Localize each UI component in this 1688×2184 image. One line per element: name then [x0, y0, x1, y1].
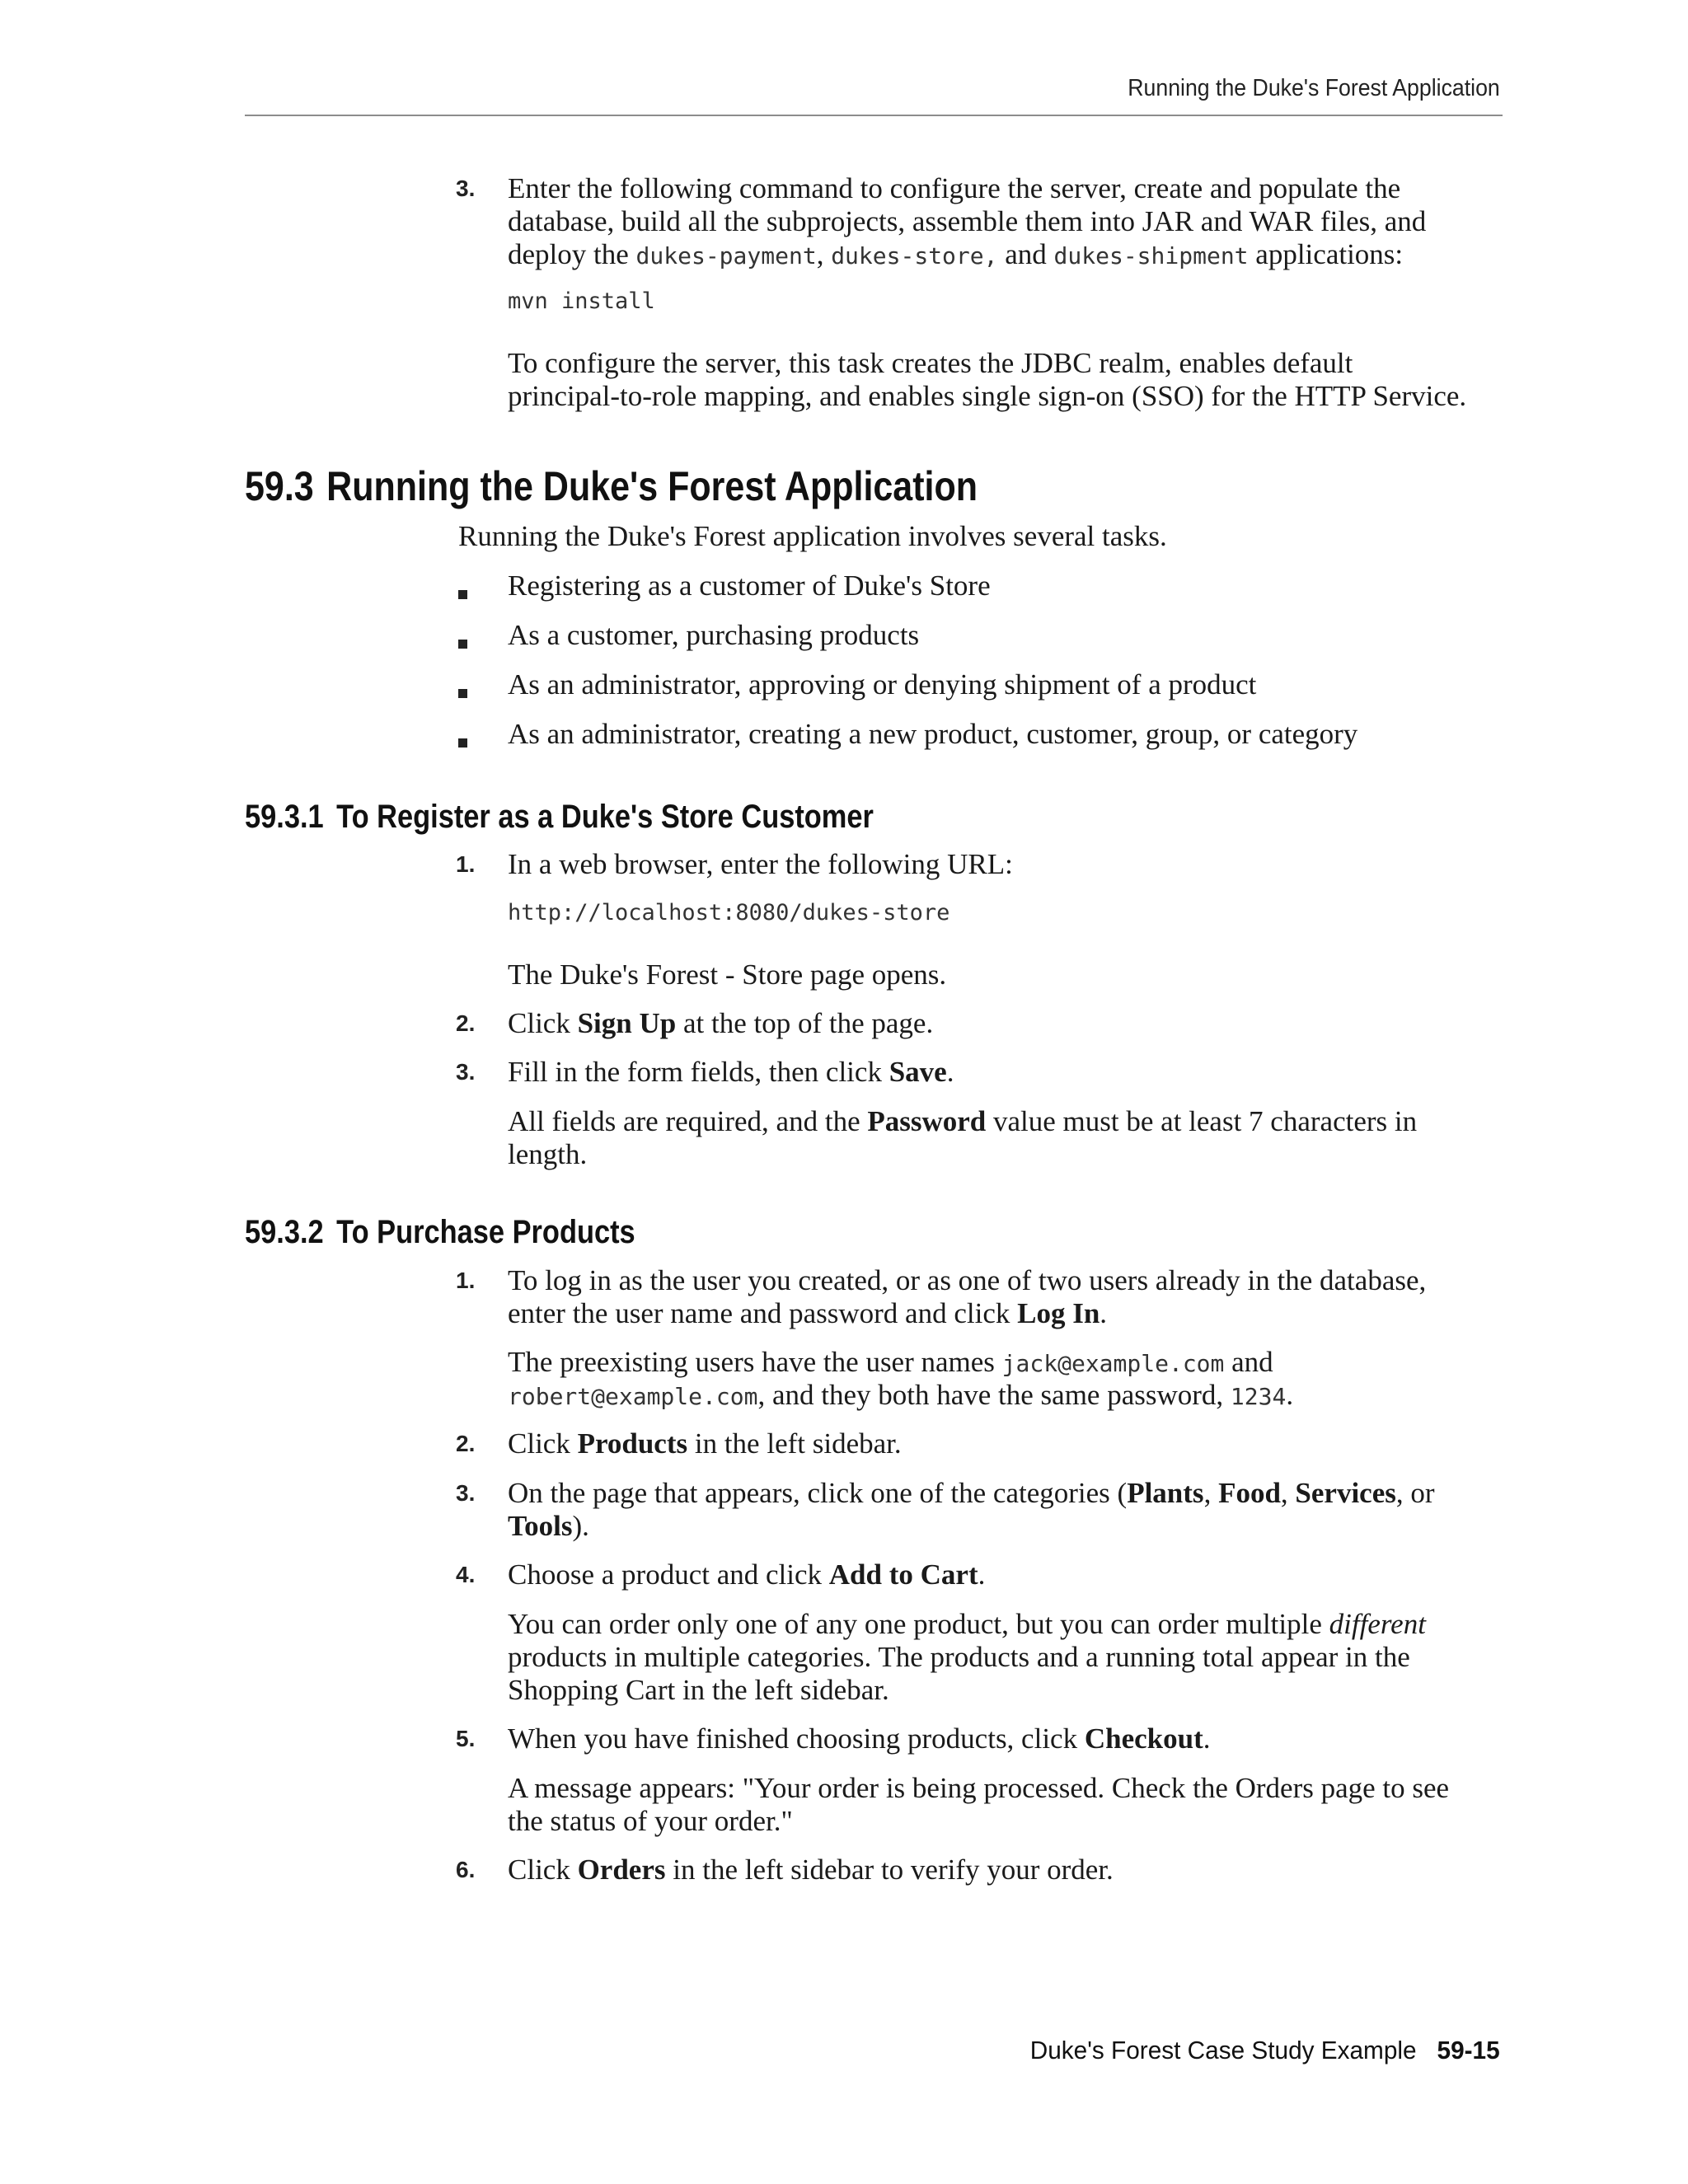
- list-item: As an administrator, approving or denying shipment of a product: [508, 668, 1257, 701]
- text-run: ).: [572, 1510, 589, 1542]
- step-text: To log in as the user you created, or as one of two users already in the database,: [508, 1264, 1427, 1296]
- ui-term: Food: [1218, 1477, 1281, 1509]
- code-block: mvn install: [508, 288, 655, 314]
- step-number: 6.: [456, 1857, 476, 1882]
- text-run: , or: [1395, 1477, 1435, 1509]
- step-note: [508, 1608, 1426, 1641]
- text-run: ,: [1203, 1477, 1219, 1509]
- ui-term: Sign Up: [577, 1007, 677, 1039]
- text-run: The preexisting users have the user names: [508, 1346, 1002, 1378]
- ui-term: Log In: [1017, 1297, 1100, 1329]
- step-text: [508, 1007, 933, 1040]
- ui-term: Tools: [508, 1510, 573, 1542]
- step-note: the status of your order.": [508, 1805, 793, 1837]
- page-footer: [1030, 2036, 1500, 2065]
- text-run: Choose a product and click: [508, 1558, 829, 1591]
- step-number: 1.: [456, 1268, 476, 1293]
- text-run: .: [1286, 1379, 1294, 1411]
- step-number: 4.: [456, 1562, 476, 1587]
- section-number: 59.3.2: [245, 1214, 324, 1250]
- text-run: at the top of the page.: [676, 1007, 934, 1039]
- subsection-heading: [245, 1212, 635, 1253]
- ui-term: Plants: [1127, 1477, 1204, 1509]
- step-text: [508, 1427, 902, 1460]
- text-run: On the page that appears, click one of the categories (: [508, 1477, 1128, 1509]
- list-item: As a customer, purchasing products: [508, 619, 920, 651]
- step-text: [508, 1558, 985, 1591]
- section-title: To Register as a Duke's Store Customer: [336, 799, 874, 835]
- section-title: To Purchase Products: [336, 1214, 635, 1250]
- list-item: As an administrator, creating a new product, customer, group, or category: [508, 718, 1358, 750]
- text-run: .: [1203, 1722, 1211, 1755]
- step-number: 3.: [456, 1480, 476, 1506]
- text-run: and: [1224, 1346, 1273, 1378]
- ui-term: Password: [867, 1105, 987, 1137]
- text-run: in the left sidebar.: [687, 1427, 902, 1460]
- section-intro: Running the Duke's Forest application involves several tasks.: [458, 520, 1167, 552]
- step-number: 2.: [456, 1431, 476, 1456]
- page-number: 59-15: [1437, 2036, 1500, 2064]
- text-run: deploy the: [508, 238, 636, 270]
- step-text: [508, 1056, 954, 1089]
- step-note: [508, 1346, 1273, 1380]
- step-note: principal-to-role mapping, and enables single sign-on (SSO) for the HTTP Service.: [508, 380, 1467, 412]
- inline-code: robert@example.com: [508, 1383, 758, 1410]
- text-run: When you have finished choosing products, click: [508, 1722, 1085, 1755]
- inline-code: dukes-shipment: [1053, 242, 1249, 269]
- ui-term: Save: [889, 1056, 947, 1088]
- subsection-heading: [245, 796, 874, 837]
- text-run: value must be at least 7 characters in: [986, 1105, 1418, 1137]
- text-run: .: [946, 1056, 954, 1088]
- step-text: [508, 1722, 1211, 1755]
- section-title: Running the Duke's Forest Application: [326, 463, 978, 509]
- bullet-marker: [458, 689, 467, 698]
- text-run: .: [978, 1558, 986, 1591]
- ui-term: Services: [1295, 1477, 1396, 1509]
- text-run: Fill in the form fields, then click: [508, 1056, 889, 1088]
- step-text: [508, 238, 1403, 273]
- step-note: [508, 1105, 1417, 1138]
- inline-code: jack@example.com: [1001, 1350, 1225, 1377]
- step-text: [508, 1297, 1107, 1330]
- text-run: applications:: [1248, 238, 1404, 270]
- step-number: 2.: [456, 1010, 476, 1036]
- text-run: ,: [816, 238, 832, 270]
- step-text: In a web browser, enter the following URL:: [508, 848, 1013, 880]
- step-note: products in multiple categories. The products and a running total appear in the: [508, 1641, 1410, 1673]
- footer-title: Duke's Forest Case Study Example: [1030, 2036, 1417, 2064]
- step-note: length.: [508, 1138, 588, 1170]
- text-run: .: [1100, 1297, 1108, 1329]
- list-item: Registering as a customer of Duke's Store: [508, 569, 991, 602]
- ui-term: Add to Cart: [828, 1558, 978, 1591]
- text-run: , and they both have the same password,: [757, 1379, 1231, 1411]
- inline-code: dukes-store,: [831, 242, 998, 269]
- ui-term: Products: [577, 1427, 688, 1460]
- section-number: 59.3.1: [245, 799, 324, 835]
- step-note: [508, 1379, 1293, 1413]
- inline-code: 1234: [1230, 1383, 1287, 1410]
- bullet-marker: [458, 590, 467, 599]
- text-run: enter the user name and password and click: [508, 1297, 1018, 1329]
- step-note: The Duke's Forest - Store page opens.: [508, 958, 947, 991]
- inline-code: dukes-payment: [635, 242, 817, 269]
- text-run: and: [997, 238, 1054, 270]
- step-number: 5.: [456, 1726, 476, 1751]
- step-note: A message appears: "Your order is being processed. Check the Orders page to see: [508, 1772, 1450, 1804]
- step-note: Shopping Cart in the left sidebar.: [508, 1674, 889, 1706]
- text-run: Click: [508, 1854, 578, 1886]
- step-number: 3.: [456, 176, 476, 201]
- text-run: All fields are required, and the: [508, 1105, 868, 1137]
- step-text: Enter the following command to configure the server, create and populate the: [508, 172, 1401, 204]
- step-text: [508, 1477, 1435, 1510]
- text-run: ,: [1280, 1477, 1296, 1509]
- bullet-marker: [458, 738, 467, 748]
- ui-term: Orders: [577, 1854, 666, 1886]
- step-text: database, build all the subprojects, assemble them into JAR and WAR files, and: [508, 205, 1427, 237]
- bullet-marker: [458, 640, 467, 649]
- step-text: [508, 1510, 589, 1543]
- code-block: http://localhost:8080/dukes-store: [508, 900, 950, 926]
- step-number: 3.: [456, 1059, 476, 1085]
- text-run: You can order only one of any one product, but you can order multiple: [508, 1608, 1329, 1640]
- step-text: [508, 1854, 1114, 1886]
- text-run: Click: [508, 1007, 578, 1039]
- section-heading: [245, 462, 978, 511]
- ui-term: Checkout: [1084, 1722, 1203, 1755]
- section-number: 59.3: [245, 463, 314, 509]
- step-note: To configure the server, this task creates the JDBC realm, enables default: [508, 347, 1353, 379]
- text-run: Click: [508, 1427, 578, 1460]
- running-header: Running the Duke's Forest Application: [1128, 75, 1500, 101]
- emphasis: different: [1329, 1608, 1426, 1640]
- header-rule: [245, 115, 1503, 116]
- text-run: in the left sidebar to verify your order.: [665, 1854, 1114, 1886]
- step-number: 1.: [456, 851, 476, 877]
